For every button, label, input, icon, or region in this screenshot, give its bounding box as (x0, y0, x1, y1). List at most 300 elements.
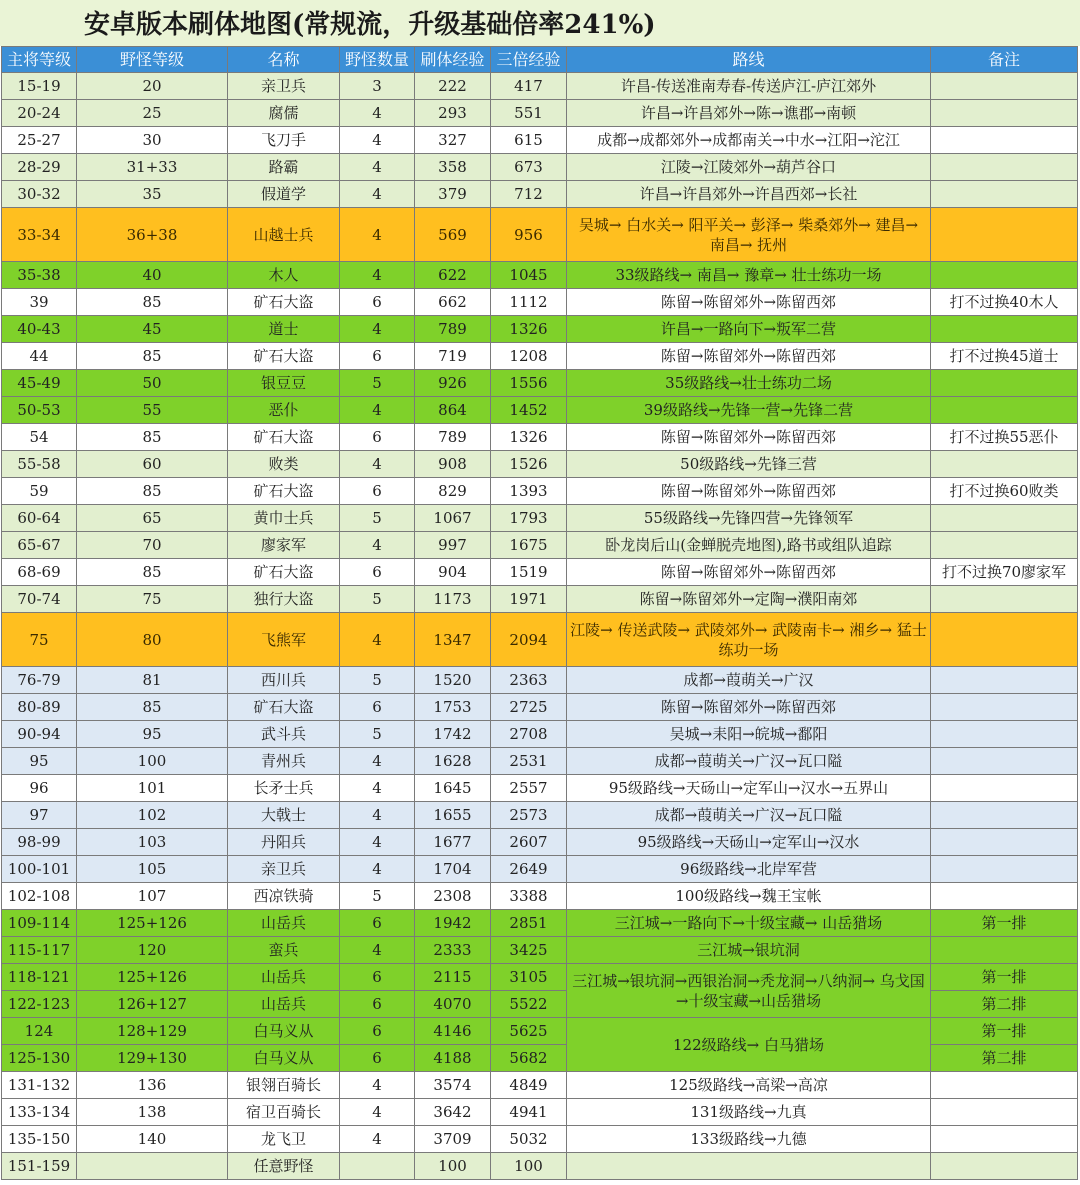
route-text: 陈留→陈留郊外→定陶→濮阳南郊 (639, 590, 858, 608)
col-header-route: 路线 (567, 47, 931, 73)
note-cell (931, 883, 1078, 910)
monster-level-cell: 85 (77, 694, 228, 721)
route-text: 131级路线→九真 (690, 1103, 807, 1121)
general-level-cell: 75 (2, 613, 77, 667)
route-cell (567, 451, 931, 478)
monster-level-cell: 36+38 (77, 208, 228, 262)
monster-count-cell: 4 (340, 316, 415, 343)
route-text: 125级路线→高梁→高凉 (669, 1076, 828, 1094)
note-cell (931, 586, 1078, 613)
general-level-cell: 39 (2, 289, 77, 316)
table-row (2, 397, 1078, 424)
monster-name-cell: 道士 (228, 316, 340, 343)
exp-value-cell: 1067 (415, 505, 491, 532)
table-row (2, 154, 1078, 181)
note-cell (931, 1099, 1078, 1126)
monster-count-cell: 4 (340, 127, 415, 154)
note-cell (931, 154, 1078, 181)
triple-exp-value-cell: 417 (491, 73, 567, 100)
general-level-cell: 25-27 (2, 127, 77, 154)
triple-exp-value-cell: 1112 (491, 289, 567, 316)
route-cell (567, 748, 931, 775)
monster-level-cell: 70 (77, 532, 228, 559)
monster-name-cell: 宿卫百骑长 (228, 1099, 340, 1126)
monster-level-cell: 50 (77, 370, 228, 397)
route-text: 33级路线→ 南昌→ 豫章→ 壮士练功一场 (615, 266, 882, 284)
exp-value-cell: 1173 (415, 586, 491, 613)
route-text: 陈留→陈留郊外→陈留西郊 (660, 563, 837, 581)
monster-count-cell: 5 (340, 586, 415, 613)
table-row (2, 505, 1078, 532)
monster-level-cell: 105 (77, 856, 228, 883)
general-level-cell: 124 (2, 1018, 77, 1045)
route-cell (567, 1072, 931, 1099)
col-header-general-level: 主将等级 (2, 47, 77, 73)
general-level-cell: 15-19 (2, 73, 77, 100)
note-cell: 打不过换40木人 (931, 289, 1078, 316)
table-row (2, 73, 1078, 100)
monster-name-cell: 路霸 (228, 154, 340, 181)
route-text: 许昌-传送准南寿春-传送庐江-庐江郊外 (620, 77, 877, 95)
triple-exp-value-cell: 5032 (491, 1126, 567, 1153)
exp-value-cell: 222 (415, 73, 491, 100)
table-row (2, 100, 1078, 127)
monster-level-cell: 30 (77, 127, 228, 154)
monster-count-cell: 4 (340, 1126, 415, 1153)
general-level-cell: 44 (2, 343, 77, 370)
exp-value-cell: 2333 (415, 937, 491, 964)
note-cell (931, 127, 1078, 154)
exp-value-cell: 1655 (415, 802, 491, 829)
monster-level-cell: 85 (77, 478, 228, 505)
monster-level-cell: 140 (77, 1126, 228, 1153)
monster-name-cell: 亲卫兵 (228, 856, 340, 883)
triple-exp-value-cell: 3105 (491, 964, 567, 991)
exp-value-cell: 3642 (415, 1099, 491, 1126)
general-level-cell: 28-29 (2, 154, 77, 181)
route-text: 133级路线→九德 (690, 1130, 807, 1148)
monster-count-cell: 4 (340, 613, 415, 667)
note-cell (931, 181, 1078, 208)
monster-name-cell: 腐儒 (228, 100, 340, 127)
general-level-cell: 115-117 (2, 937, 77, 964)
general-level-cell: 125-130 (2, 1045, 77, 1072)
triple-exp-value-cell: 4849 (491, 1072, 567, 1099)
monster-name-cell: 假道学 (228, 181, 340, 208)
general-level-cell: 50-53 (2, 397, 77, 424)
exp-value-cell: 1753 (415, 694, 491, 721)
route-cell (567, 613, 931, 667)
col-header-name: 名称 (228, 47, 340, 73)
note-cell: 打不过换55恶仆 (931, 424, 1078, 451)
route-cell (567, 1099, 931, 1126)
monster-name-cell: 龙飞卫 (228, 1126, 340, 1153)
route-text: 成都→葭萌关→广汉→瓦口隘 (654, 752, 843, 770)
note-cell (931, 262, 1078, 289)
route-text: 96级路线→北岸军营 (680, 860, 817, 878)
monster-count-cell: 4 (340, 154, 415, 181)
table-row (2, 721, 1078, 748)
monster-level-cell: 101 (77, 775, 228, 802)
exp-value-cell: 3709 (415, 1126, 491, 1153)
route-cell (567, 208, 931, 262)
note-cell (931, 451, 1078, 478)
note-cell (931, 613, 1078, 667)
triple-exp-value-cell: 2531 (491, 748, 567, 775)
monster-count-cell: 6 (340, 694, 415, 721)
table-row (2, 748, 1078, 775)
exp-value-cell: 100 (415, 1153, 491, 1180)
route-cell (567, 910, 931, 937)
monster-count-cell: 4 (340, 208, 415, 262)
monster-level-cell: 100 (77, 748, 228, 775)
header-row (2, 47, 1078, 73)
table-row (2, 856, 1078, 883)
note-cell (931, 316, 1078, 343)
monster-level-cell: 128+129 (77, 1018, 228, 1045)
monster-count-cell: 4 (340, 829, 415, 856)
triple-exp-value-cell: 2649 (491, 856, 567, 883)
route-text: 江陵→ 传送武陵→ 武陵郊外→ 武陵南卡→ 湘乡→ 猛士练功一场 (570, 620, 927, 659)
monster-level-cell: 126+127 (77, 991, 228, 1018)
col-header-monster-count: 野怪数量 (340, 47, 415, 73)
exp-value-cell: 864 (415, 397, 491, 424)
table-row (2, 775, 1078, 802)
triple-exp-value-cell: 5682 (491, 1045, 567, 1072)
note-cell (931, 505, 1078, 532)
monster-name-cell: 任意野怪 (228, 1153, 340, 1180)
triple-exp-value-cell: 2851 (491, 910, 567, 937)
monster-name-cell: 矿石大盗 (228, 289, 340, 316)
table-row (2, 127, 1078, 154)
triple-exp-value-cell: 5522 (491, 991, 567, 1018)
note-cell: 第一排 (931, 910, 1078, 937)
exp-value-cell: 789 (415, 316, 491, 343)
general-level-cell: 76-79 (2, 667, 77, 694)
general-level-cell: 98-99 (2, 829, 77, 856)
general-level-cell: 40-43 (2, 316, 77, 343)
exp-value-cell: 789 (415, 424, 491, 451)
triple-exp-value-cell: 673 (491, 154, 567, 181)
route-text: 卧龙岗后山(金蝉脱壳地图),路书或组队追踪 (605, 536, 892, 554)
monster-level-cell: 138 (77, 1099, 228, 1126)
monster-level-cell: 129+130 (77, 1045, 228, 1072)
exp-value-cell: 1942 (415, 910, 491, 937)
route-cell (567, 775, 931, 802)
exp-value-cell: 1645 (415, 775, 491, 802)
triple-exp-value-cell: 2573 (491, 802, 567, 829)
exp-value-cell: 4146 (415, 1018, 491, 1045)
note-cell (931, 856, 1078, 883)
table-row (2, 262, 1078, 289)
general-level-cell: 102-108 (2, 883, 77, 910)
route-cell (567, 505, 931, 532)
table-row (2, 1072, 1078, 1099)
route-cell (567, 667, 931, 694)
note-cell: 第一排 (931, 964, 1078, 991)
route-cell (567, 289, 931, 316)
route-text: 吴城→耒阳→皖城→鄱阳 (669, 725, 828, 743)
route-text: 吴城→ 白水关→ 阳平关→ 彭泽→ 柴桑郊外→ 建昌→ 南昌→ 抚州 (578, 215, 919, 254)
note-cell (931, 802, 1078, 829)
route-cell (567, 478, 931, 505)
route-cell (567, 100, 931, 127)
triple-exp-value-cell: 712 (491, 181, 567, 208)
table-row (2, 208, 1078, 262)
monster-count-cell: 6 (340, 559, 415, 586)
exp-value-cell: 327 (415, 127, 491, 154)
monster-name-cell: 白马义从 (228, 1045, 340, 1072)
exp-value-cell: 997 (415, 532, 491, 559)
exp-value-cell: 569 (415, 208, 491, 262)
triple-exp-value-cell: 1793 (491, 505, 567, 532)
general-level-cell: 30-32 (2, 181, 77, 208)
monster-name-cell: 独行大盗 (228, 586, 340, 613)
triple-exp-value-cell: 1452 (491, 397, 567, 424)
exp-value-cell: 926 (415, 370, 491, 397)
table-row (2, 964, 1078, 991)
table-row (2, 910, 1078, 937)
route-text: 三江城→银坑洞 (697, 941, 800, 959)
monster-count-cell: 4 (340, 262, 415, 289)
note-cell (931, 667, 1078, 694)
note-cell (931, 829, 1078, 856)
route-cell (567, 424, 931, 451)
monster-count-cell: 6 (340, 964, 415, 991)
monster-count-cell: 4 (340, 937, 415, 964)
route-text: 95级路线→天砀山→定军山→汉水 (637, 833, 860, 851)
route-cell (567, 937, 931, 964)
triple-exp-value-cell: 1519 (491, 559, 567, 586)
triple-exp-value-cell: 3425 (491, 937, 567, 964)
monster-level-cell: 85 (77, 289, 228, 316)
route-cell (567, 154, 931, 181)
monster-name-cell: 黄巾士兵 (228, 505, 340, 532)
monster-name-cell: 山岳兵 (228, 991, 340, 1018)
triple-exp-value-cell: 2557 (491, 775, 567, 802)
triple-exp-value-cell: 1675 (491, 532, 567, 559)
route-cell (567, 532, 931, 559)
table-row (2, 613, 1078, 667)
route-text: 三江城→银坑洞→西银治洞→秃龙洞→八纳洞→ 乌戈国→十级宝藏→山岳猎场 (572, 971, 925, 1010)
note-cell (931, 532, 1078, 559)
note-cell: 第二排 (931, 991, 1078, 1018)
monster-count-cell: 6 (340, 1018, 415, 1045)
route-text: 成都→葭萌关→广汉→瓦口隘 (654, 806, 843, 824)
exp-value-cell: 1628 (415, 748, 491, 775)
route-cell (567, 1153, 931, 1180)
route-text: 100级路线→魏王宝帐 (675, 887, 822, 905)
triple-exp-value-cell: 1556 (491, 370, 567, 397)
route-text: 成都→葭萌关→广汉 (683, 671, 814, 689)
route-cell (567, 964, 931, 1018)
triple-exp-value-cell: 615 (491, 127, 567, 154)
monster-name-cell: 飞刀手 (228, 127, 340, 154)
monster-name-cell: 大戟士 (228, 802, 340, 829)
monster-count-cell: 4 (340, 1099, 415, 1126)
route-text: 陈留→陈留郊外→陈留西郊 (660, 293, 837, 311)
table-row (2, 343, 1078, 370)
monster-name-cell: 矿石大盗 (228, 559, 340, 586)
monster-count-cell: 4 (340, 397, 415, 424)
note-cell (931, 370, 1078, 397)
route-text: 陈留→陈留郊外→陈留西郊 (660, 482, 837, 500)
monster-name-cell: 青州兵 (228, 748, 340, 775)
general-level-cell: 109-114 (2, 910, 77, 937)
route-cell (567, 1126, 931, 1153)
monster-level-cell: 81 (77, 667, 228, 694)
route-text: 陈留→陈留郊外→陈留西郊 (660, 347, 837, 365)
monster-count-cell: 5 (340, 721, 415, 748)
note-cell (931, 937, 1078, 964)
monster-name-cell: 山岳兵 (228, 910, 340, 937)
exp-value-cell: 379 (415, 181, 491, 208)
table-row (2, 937, 1078, 964)
monster-name-cell: 蛮兵 (228, 937, 340, 964)
general-level-cell: 135-150 (2, 1126, 77, 1153)
monster-count-cell: 4 (340, 532, 415, 559)
monster-level-cell: 75 (77, 586, 228, 613)
note-cell (931, 694, 1078, 721)
table-row (2, 181, 1078, 208)
exp-value-cell: 1742 (415, 721, 491, 748)
title-bar (0, 0, 1080, 46)
monster-count-cell: 6 (340, 991, 415, 1018)
monster-name-cell: 武斗兵 (228, 721, 340, 748)
monster-level-cell: 65 (77, 505, 228, 532)
monster-level-cell: 80 (77, 613, 228, 667)
monster-level-cell: 107 (77, 883, 228, 910)
monster-name-cell: 矿石大盗 (228, 694, 340, 721)
note-cell (931, 775, 1078, 802)
table-row (2, 829, 1078, 856)
monster-count-cell: 4 (340, 748, 415, 775)
monster-level-cell: 45 (77, 316, 228, 343)
triple-exp-value-cell: 3388 (491, 883, 567, 910)
monster-name-cell: 山岳兵 (228, 964, 340, 991)
general-level-cell: 90-94 (2, 721, 77, 748)
col-header-note: 备注 (931, 47, 1078, 73)
table-row (2, 1126, 1078, 1153)
monster-count-cell: 6 (340, 424, 415, 451)
triple-exp-value-cell: 956 (491, 208, 567, 262)
note-cell: 第二排 (931, 1045, 1078, 1072)
monster-level-cell: 25 (77, 100, 228, 127)
general-level-cell: 133-134 (2, 1099, 77, 1126)
table-row (2, 424, 1078, 451)
exp-value-cell: 1520 (415, 667, 491, 694)
general-level-cell: 45-49 (2, 370, 77, 397)
monster-level-cell: 85 (77, 424, 228, 451)
monster-count-cell: 6 (340, 289, 415, 316)
table-row (2, 451, 1078, 478)
monster-count-cell: 5 (340, 667, 415, 694)
general-level-cell: 55-58 (2, 451, 77, 478)
monster-name-cell: 银翎百骑长 (228, 1072, 340, 1099)
monster-count-cell: 4 (340, 100, 415, 127)
exp-value-cell: 3574 (415, 1072, 491, 1099)
note-cell: 打不过换70廖家军 (931, 559, 1078, 586)
triple-exp-value-cell: 2607 (491, 829, 567, 856)
triple-exp-value-cell: 2725 (491, 694, 567, 721)
exp-value-cell: 1704 (415, 856, 491, 883)
monster-level-cell: 136 (77, 1072, 228, 1099)
monster-name-cell: 廖家军 (228, 532, 340, 559)
monster-level-cell: 103 (77, 829, 228, 856)
monster-name-cell: 银豆豆 (228, 370, 340, 397)
col-header-exp: 刷体经验 (415, 47, 491, 73)
monster-level-cell: 35 (77, 181, 228, 208)
note-cell: 打不过换60败类 (931, 478, 1078, 505)
note-cell (931, 721, 1078, 748)
triple-exp-value-cell: 1045 (491, 262, 567, 289)
monster-name-cell: 飞熊军 (228, 613, 340, 667)
triple-exp-value-cell: 2363 (491, 667, 567, 694)
monster-name-cell: 亲卫兵 (228, 73, 340, 100)
table-row (2, 1099, 1078, 1126)
monster-count-cell: 4 (340, 451, 415, 478)
general-level-cell: 54 (2, 424, 77, 451)
table-row (2, 478, 1078, 505)
route-cell (567, 802, 931, 829)
note-cell (931, 1153, 1078, 1180)
route-cell (567, 316, 931, 343)
monster-count-cell: 6 (340, 343, 415, 370)
route-cell (567, 370, 931, 397)
triple-exp-value-cell: 1526 (491, 451, 567, 478)
general-level-cell: 20-24 (2, 100, 77, 127)
general-level-cell: 70-74 (2, 586, 77, 613)
monster-count-cell: 4 (340, 802, 415, 829)
triple-exp-value-cell: 1971 (491, 586, 567, 613)
general-level-cell: 118-121 (2, 964, 77, 991)
general-level-cell: 35-38 (2, 262, 77, 289)
route-text: 三江城→一路向下→十级宝藏→ 山岳猎场 (614, 914, 883, 932)
monster-name-cell: 西凉铁骑 (228, 883, 340, 910)
general-level-cell: 59 (2, 478, 77, 505)
table-row (2, 667, 1078, 694)
table-row (2, 532, 1078, 559)
route-text: 55级路线→先锋四营→先锋领军 (643, 509, 854, 527)
triple-exp-value-cell: 1326 (491, 424, 567, 451)
route-text: 陈留→陈留郊外→陈留西郊 (660, 428, 837, 446)
exp-value-cell: 829 (415, 478, 491, 505)
table-row (2, 289, 1078, 316)
triple-exp-value-cell: 2708 (491, 721, 567, 748)
monster-level-cell (77, 1153, 228, 1180)
monster-level-cell: 85 (77, 559, 228, 586)
triple-exp-value-cell: 1208 (491, 343, 567, 370)
page-title: 安卓版本刷体地图(常规流，升级基础倍率241%) (84, 10, 656, 40)
route-cell (567, 127, 931, 154)
leveling-map-table (1, 46, 1078, 1180)
monster-count-cell: 5 (340, 505, 415, 532)
exp-value-cell: 2308 (415, 883, 491, 910)
monster-count-cell: 6 (340, 1045, 415, 1072)
table-row (2, 316, 1078, 343)
route-cell (567, 694, 931, 721)
col-header-triple-exp: 三倍经验 (491, 47, 567, 73)
col-header-monster-level: 野怪等级 (77, 47, 228, 73)
route-text: 江陵→江陵郊外→葫芦谷口 (660, 158, 837, 176)
route-cell (567, 73, 931, 100)
route-text: 35级路线→壮士练功二场 (665, 374, 832, 392)
general-level-cell: 100-101 (2, 856, 77, 883)
table-row (2, 1018, 1078, 1045)
monster-name-cell: 矿石大盗 (228, 478, 340, 505)
exp-value-cell: 4188 (415, 1045, 491, 1072)
exp-value-cell: 622 (415, 262, 491, 289)
